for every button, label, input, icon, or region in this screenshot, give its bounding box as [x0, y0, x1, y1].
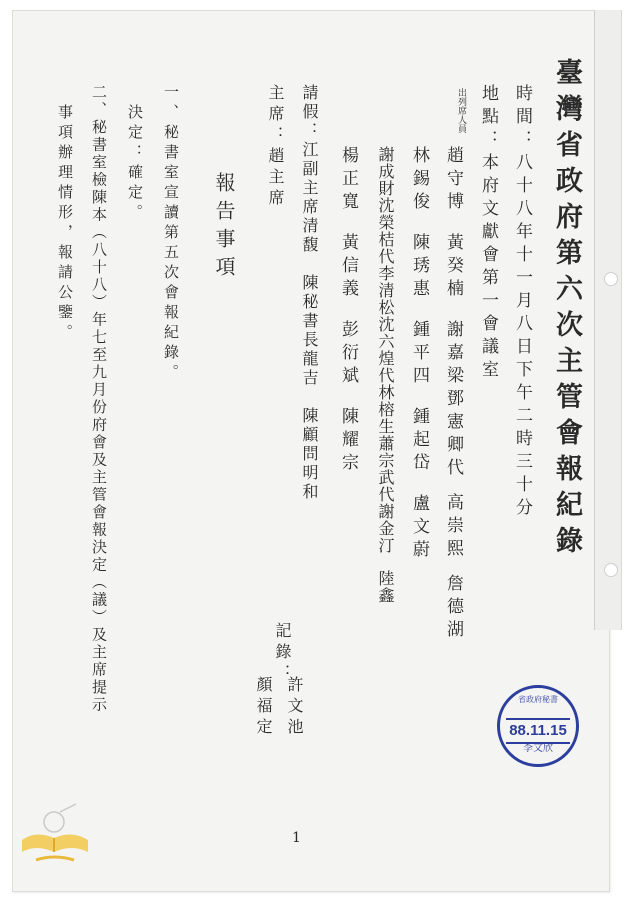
place-label: 地點： — [478, 84, 498, 153]
archive-logo-icon — [16, 800, 94, 868]
attendee-column-2 — [410, 146, 427, 563]
folded-page-edge — [594, 10, 622, 630]
attendee: 詹德湖 — [443, 574, 463, 643]
attendee: 鄧憲卿代 — [443, 389, 463, 481]
decision-line: 決定：確定。 — [126, 104, 144, 224]
attendee-column-1 — [444, 146, 461, 643]
stamp-org: 省政府秘書 — [518, 695, 558, 704]
binder-hole — [604, 563, 618, 577]
attendee: 陸鑫 — [376, 570, 395, 604]
receipt-stamp — [497, 685, 579, 767]
attendee: 鍾起岱 — [409, 407, 429, 476]
recorder-name: 許文池 — [285, 676, 304, 739]
attendee: 黃信義 — [338, 233, 358, 302]
time-line — [513, 84, 530, 521]
attendee-column-3 — [377, 146, 393, 604]
attendee: 謝嘉梁 — [443, 320, 463, 389]
place-line — [479, 84, 496, 383]
attendee: 彭衍斌 — [338, 320, 358, 389]
attendee: 林榕生 — [376, 384, 395, 435]
attendee: 林錫俊 — [409, 146, 429, 215]
attendee: 高崇熙 — [443, 493, 463, 562]
report-item-2: 二、秘書室檢陳本（八十八）年七至九月份府會及主管會報決定（議）及主席提示 — [90, 84, 108, 714]
chair-label: 主席： — [266, 84, 285, 147]
section-heading: 報告事項 — [212, 172, 236, 284]
place-value: 本府文獻會第一會議室 — [478, 153, 498, 383]
stamp-number: 李文欣 — [523, 743, 553, 754]
attendee: 李清松 — [376, 265, 395, 316]
leave-label: 請假： — [300, 84, 319, 141]
time-label: 時間： — [512, 84, 532, 153]
attendee: 沈榮桔代 — [376, 197, 395, 265]
attendee: 黃癸楠 — [443, 233, 463, 302]
attendee: 趙守博 — [443, 146, 463, 215]
binder-hole — [604, 272, 618, 286]
attendee: 盧文蔚 — [409, 494, 429, 563]
stamp-date: 88.11.15 — [506, 718, 570, 744]
attendee-column-4 — [339, 146, 356, 476]
recorder-label: 記錄： — [273, 622, 292, 685]
chair-line — [267, 84, 283, 210]
leave-line — [301, 84, 317, 502]
attendee: 陳耀宗 — [338, 407, 358, 476]
chair-value: 趙主席 — [266, 147, 285, 210]
attendee: 楊正寬 — [338, 146, 358, 215]
recorder-name: 顏福定 — [254, 676, 273, 739]
attendee: 蕭宗武代 — [376, 435, 395, 503]
leave-value: 江副主席清馥 陳秘書長龍吉 陳顧問明和 — [300, 141, 319, 502]
page-number: 1 — [292, 830, 301, 846]
attendee: 鍾平四 — [409, 320, 429, 389]
report-item-1: 一、秘書室宣讀第五次會報紀錄。 — [162, 84, 180, 384]
report-item-2-continued: 事項辦理情形，報請公鑒。 — [56, 104, 74, 344]
attendee: 謝成財 — [376, 146, 395, 197]
attendees-label: 出列席人員 — [456, 88, 466, 133]
time-value: 八十八年十一月八日下午二時三十分 — [512, 153, 532, 521]
attendee: 陳琇惠 — [409, 233, 429, 302]
attendee: 沈六煌代 — [376, 316, 395, 384]
document-title: 臺灣省政府第六次主管會報紀錄 — [551, 58, 582, 562]
attendee: 謝金汀 — [376, 503, 395, 554]
